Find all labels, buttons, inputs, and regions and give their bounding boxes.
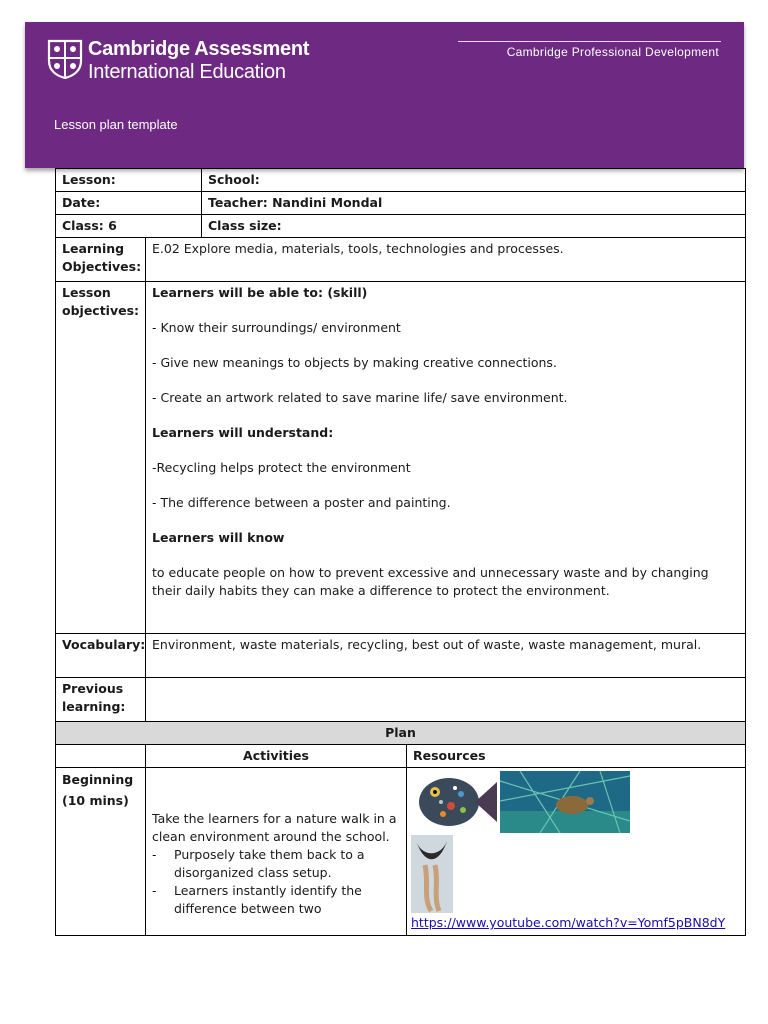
turtle-in-net-image [500, 771, 630, 833]
stage-time: (10 mins) [62, 793, 129, 808]
class-size-label: Class size: [202, 215, 746, 238]
previous-learning-label [56, 678, 146, 722]
brand-line-2: International Education [88, 61, 286, 83]
header-banner [25, 22, 744, 168]
know-heading: Learners will know [152, 530, 285, 545]
brand-name [88, 38, 309, 84]
learning-objectives-label-line1: Learning [62, 241, 125, 256]
school-label: School: [202, 169, 746, 192]
learning-objectives-label-line2: Objectives: [62, 259, 142, 274]
previous-learning-text [146, 678, 746, 722]
activity-item: - Learners instantly identify the difference between two [174, 882, 400, 918]
activity-intro: Take the learners for a nature walk in a clean environment around the school. [152, 811, 397, 844]
cambridge-shield-icon [47, 39, 83, 79]
know-text: to educate people on how to prevent excessive and unnecessary waste and by changing their daily habits they can make a difference to protect the environment. [152, 565, 709, 598]
template-title: Lesson plan template [54, 117, 178, 132]
able-heading: Learners will be able to: (skill) [152, 285, 368, 300]
plan-heading: Plan [56, 722, 746, 745]
learning-objectives-label [56, 238, 146, 282]
plan-stage-header [56, 745, 146, 768]
vocabulary-label: Vocabulary: [56, 634, 146, 678]
lesson-label: Lesson: [56, 169, 202, 192]
lesson-plan-table [55, 168, 746, 936]
plastic-bag-jellyfish-image [411, 835, 453, 913]
activity-list [152, 846, 400, 918]
date-label: Date: [56, 192, 202, 215]
able-item-1: - Know their surroundings/ environment [152, 320, 401, 335]
header-divider [458, 41, 721, 42]
activities-cell [146, 768, 407, 936]
able-item-2: - Give new meanings to objects by making creative connections. [152, 355, 557, 370]
resources-header: Resources [407, 745, 746, 768]
understand-item-1: -Recycling helps protect the environment [152, 460, 411, 475]
lesson-objectives-label-line1: Lesson [62, 285, 111, 300]
stage-cell [56, 768, 146, 936]
lesson-objectives-label-line2: objectives: [62, 303, 140, 318]
learning-objectives-text: E.02 Explore media, materials, tools, technologies and processes. [146, 238, 746, 282]
understand-heading: Learners will understand: [152, 425, 334, 440]
resources-cell [407, 768, 746, 936]
class-label: Class: 6 [56, 215, 202, 238]
brand-line-1: Cambridge Assessment [88, 38, 310, 60]
vocabulary-text: Environment, waste materials, recycling, best out of waste, waste management, mural. [146, 634, 746, 678]
understand-item-2: - The difference between a poster and painting. [152, 495, 451, 510]
stage-label: Beginning [62, 772, 134, 787]
teacher-name: Teacher: Nandini Mondal [202, 192, 746, 215]
professional-development-label: Cambridge Professional Development [506, 45, 719, 59]
previous-learning-label-line2: learning: [62, 699, 126, 714]
able-item-3: - Create an artwork related to save marine life/ save environment. [152, 390, 568, 405]
lesson-objectives-content [146, 282, 746, 634]
activity-item: - Purposely take them back to a disorganized class setup. [174, 846, 400, 882]
activities-header: Activities [146, 745, 407, 768]
lesson-objectives-label [56, 282, 146, 634]
youtube-resource-link[interactable]: https://www.youtube.com/watch?v=Yomf5pBN8dY [411, 915, 726, 930]
previous-learning-label-line1: Previous [62, 681, 124, 696]
recycled-fish-artwork-image [411, 770, 499, 834]
